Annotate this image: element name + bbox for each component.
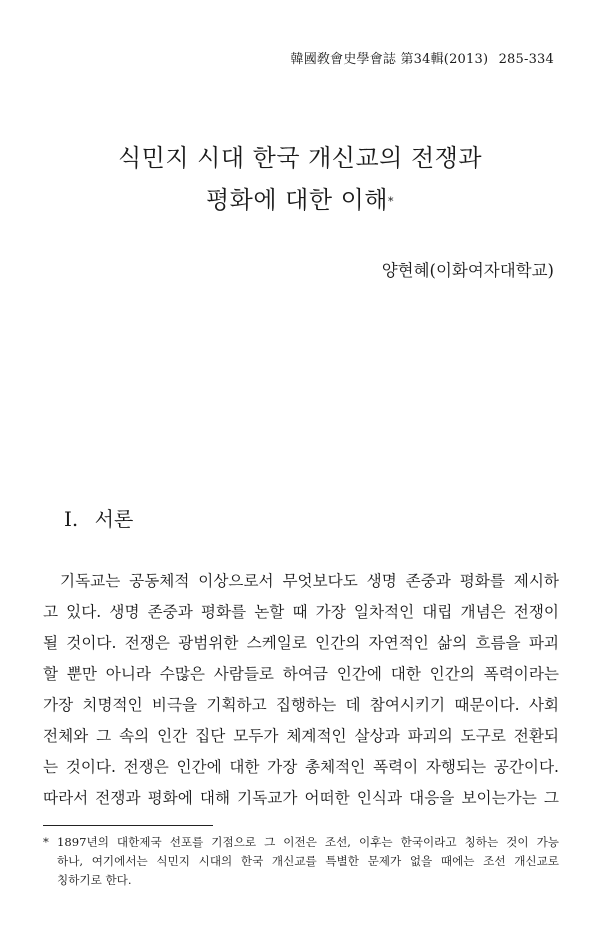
footnote-line: 하나, 여기에서는 식민지 시대의 한국 개신교를 특별한 문제가 없을 때에는 조선 개신교로 [57,854,559,868]
body-line: 기독교는 공동체적 이상으로서 무엇보다도 생명 존중과 평화를 제시하 [60,572,559,590]
paper-title-text: 평화에 대한 이해 [205,186,389,214]
paper-title-line-2 [0,180,600,220]
body-line: 전체와 그 속의 인간 집단 모두가 체계적인 살상과 파괴의 도구로 전환되 [43,727,559,745]
body-line: 될 것이다. 전쟁은 광범위한 스케일로 인간의 자연적인 삶의 흐름을 파괴 [43,634,559,652]
section-heading [64,503,133,532]
body-paragraph [43,566,559,814]
footnote-divider [43,825,213,826]
body-line: 가장 치명적인 비극을 기획하고 집행하는 데 참여시키기 때문이다. 사회 [43,696,559,714]
page-range: 285-334 [498,52,554,67]
footnote-line: 칭하기로 한다. [57,873,132,887]
body-line: 고 있다. 생명 존중과 평화를 논할 때 가장 일차적인 대립 개념은 전쟁이 [43,603,559,621]
title-footnote-mark: * [388,195,395,208]
paper-title-line-1: 식민지 시대 한국 개신교의 전쟁과 [117,144,483,172]
body-line: 는 것이다. 전쟁은 인간에 대한 가장 총체적인 폭력이 자행되는 공간이다. [43,758,559,776]
footnote-marker: * [43,835,49,849]
journal-name: 韓國敎會史學會誌 第34輯(2013) [290,52,489,67]
author-affiliation: 양현혜(이화여자대학교) [381,261,554,280]
section-title: 서론 [94,507,134,531]
footnote [43,833,559,890]
body-line: 할 뿐만 아니라 수많은 사람들로 하여금 인간에 대한 인간의 폭력이라는 [43,665,559,683]
footnote-text: 1897년의 대한제국 선포를 기점으로 그 이전은 조선, 이후는 한국이라고 칭하는 것이 가능 [57,835,559,849]
section-number: Ⅰ. [64,507,79,531]
body-line: 따라서 전쟁과 평화에 대해 기독교가 어떠한 인식과 대응을 보이는가는 그 [43,789,559,807]
running-header [291,48,554,67]
footnote-line [43,833,559,852]
